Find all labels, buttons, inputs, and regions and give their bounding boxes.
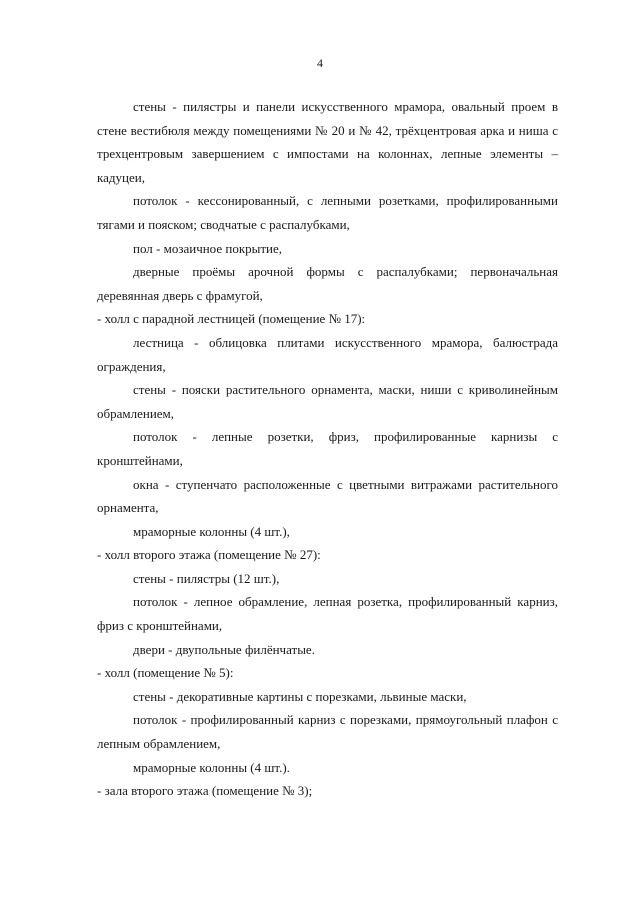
- paragraph-room-5-ceiling: потолок - профилированный карниз с порезками, прямоугольный плафон с лепным обрамлением,: [97, 712, 558, 752]
- list-item-hall-room-5: - холл (помещение № 5):: [97, 665, 234, 681]
- paragraph-second-floor-ceiling: потолок - лепное обрамление, лепная розетка, профилированный карниз, фриз с кронштейнами,: [97, 594, 558, 634]
- paragraph-vestibule-walls: стены - пилястры и панели искусственного мрамора, овальный проем в стене вестибюля между помещениями № 20 и № 42, трёхцентровая арка и ниша с трехцентровым завершением с импостами на колоннах, лепные элементы – кадуцеи,: [97, 99, 558, 185]
- paragraph-room-5-columns: мраморные колонны (4 шт.).: [133, 759, 290, 775]
- paragraph-staircase-columns: мраморные колонны (4 шт.),: [133, 523, 290, 539]
- paragraph-vestibule-doorways: дверные проёмы арочной формы с распалубками; первоначальная деревянная дверь с фрамугой,: [97, 264, 558, 303]
- paragraph-staircase: лестница - облицовка плитами искусственного мрамора, балюстрада ограждения,: [97, 334, 558, 374]
- paragraph-vestibule-ceiling: потолок - кессонированный, с лепными розетками, профилированными тягами и пояском; сводчатые с распалубками,: [97, 193, 558, 232]
- paragraph-second-floor-doors: двери - двупольные филёнчатые.: [133, 641, 315, 657]
- paragraph-staircase-ceiling: потолок - лепные розетки, фриз, профилированные карнизы с кронштейнами,: [97, 429, 558, 468]
- list-item-hall-staircase: - холл с парадной лестницей (помещение № 17):: [97, 311, 366, 327]
- paragraph-staircase-walls: стены - пояски растительного орнамента, маски, ниши с криволинейным обрамлением,: [97, 382, 558, 421]
- document-body: [97, 95, 558, 803]
- paragraph-room-5-walls: стены - декоративные картины с порезками, львиные маски,: [133, 688, 467, 704]
- paragraph-second-floor-walls: стены - пилястры (12 шт.),: [133, 570, 280, 586]
- paragraph-vestibule-floor: пол - мозаичное покрытие,: [133, 240, 283, 256]
- page-number: 4: [317, 56, 323, 70]
- paragraph-staircase-windows: окна - ступенчато расположенные с цветными витражами растительного орнамента,: [97, 476, 558, 516]
- list-item-second-floor-hall: - холл второго этажа (помещение № 27):: [97, 547, 321, 563]
- list-item-second-floor-hall-room-3: - зала второго этажа (помещение № 3);: [97, 783, 313, 799]
